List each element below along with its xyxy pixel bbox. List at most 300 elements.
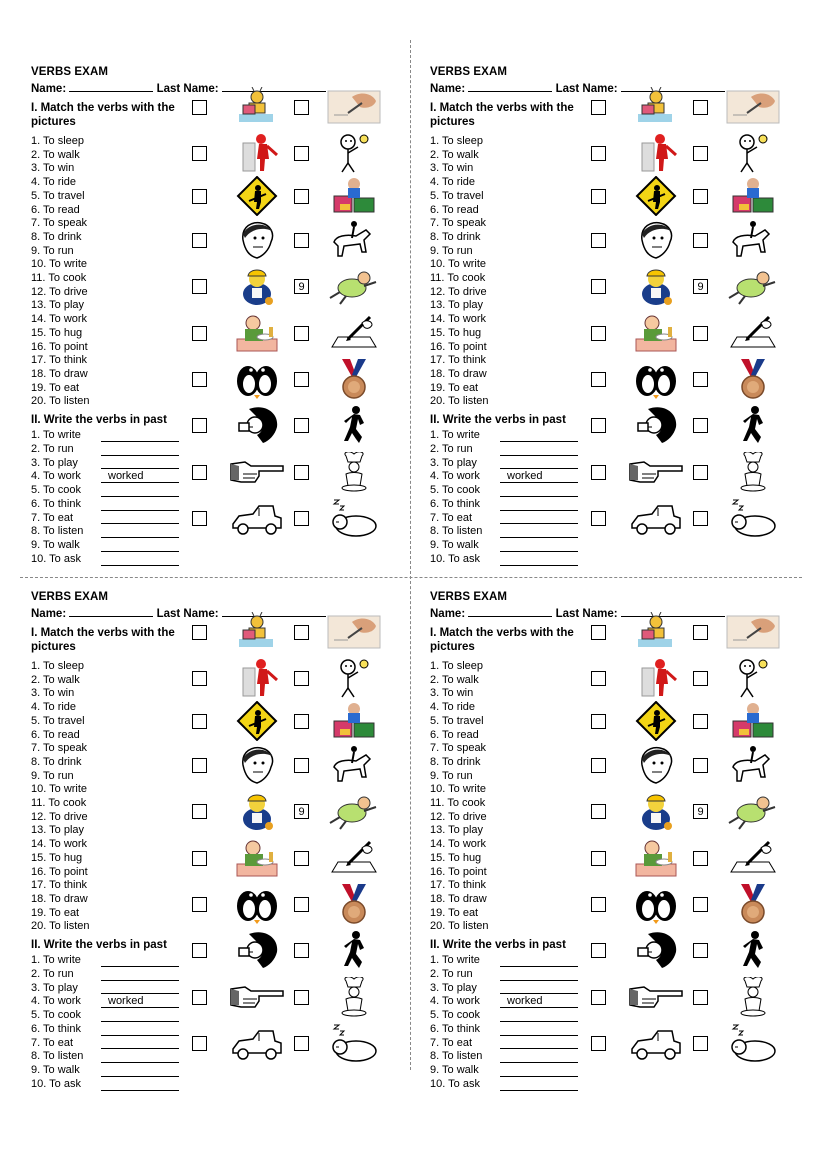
- past-verb-label: 6. To think: [31, 1022, 81, 1035]
- verb-item: 7. To speak: [31, 217, 88, 230]
- section-2-heading: II. Write the verbs in past: [430, 939, 566, 951]
- verb-item: 13. To play: [31, 824, 85, 837]
- cook-sketch-picture: [725, 452, 781, 492]
- answer-blank[interactable]: [500, 537, 578, 538]
- sleeping-cat-picture: [725, 498, 781, 538]
- past-item: [430, 1078, 482, 1092]
- medal-picture: [326, 884, 382, 924]
- verb-list: [430, 660, 489, 934]
- travelers-luggage-picture: [725, 176, 781, 216]
- exam-title: VERBS EXAM: [31, 591, 109, 603]
- answer-box[interactable]: [294, 189, 309, 204]
- past-verb-label: 6. To think: [430, 1022, 480, 1035]
- hugging-penguins-picture: [229, 884, 285, 924]
- verb-item: 4. To ride: [31, 701, 77, 714]
- eating-man-picture: [229, 838, 285, 878]
- verb-item: 6. To read: [31, 728, 80, 741]
- verb-item: 4. To ride: [430, 701, 476, 714]
- section-2-heading: II. Write the verbs in past: [31, 414, 167, 426]
- answer-box[interactable]: [294, 990, 309, 1005]
- answer-box[interactable]: [294, 943, 309, 958]
- answer-box[interactable]: [294, 851, 309, 866]
- answer-box[interactable]: [192, 851, 207, 866]
- verb-item: 17. To think: [430, 879, 487, 892]
- answer-box[interactable]: [294, 372, 309, 387]
- verb-item: 19. To eat: [430, 381, 479, 394]
- verb-item: 17. To think: [31, 354, 88, 367]
- guitar-sign-picture: [229, 701, 285, 741]
- drinking-girl-picture: [628, 405, 684, 445]
- name-label: Name:: [31, 83, 67, 95]
- past-item: [31, 995, 144, 1009]
- answer-box[interactable]: 9: [294, 279, 309, 294]
- past-verb-label: 6. To think: [430, 497, 480, 510]
- drawing-pencil-picture: [725, 313, 781, 353]
- answer-blank[interactable]: [500, 441, 578, 442]
- verb-item: 17. To think: [31, 879, 88, 892]
- speaking-figure-picture: [229, 658, 285, 698]
- answer-blank[interactable]: [101, 537, 179, 538]
- answer-blank[interactable]: [500, 496, 578, 497]
- exam-title: VERBS EXAM: [430, 591, 508, 603]
- answer-box[interactable]: [693, 1036, 708, 1051]
- running-sketch-picture: [725, 266, 781, 306]
- sleeping-cat-picture: [725, 1023, 781, 1063]
- verb-item: 18. To draw: [31, 367, 88, 380]
- past-verb-label: 1. To write: [430, 954, 480, 966]
- verb-item: 19. To eat: [430, 906, 479, 919]
- answer-blank[interactable]: [101, 980, 179, 981]
- verb-item: 3. To win: [430, 687, 474, 700]
- answer-box[interactable]: [591, 897, 606, 912]
- answer-blank[interactable]: [500, 993, 578, 994]
- answer-box[interactable]: [693, 671, 708, 686]
- answer-blank[interactable]: [101, 1076, 179, 1077]
- answer-box[interactable]: [294, 100, 309, 115]
- answer-box[interactable]: [591, 189, 606, 204]
- verb-item: 8. To drink: [31, 230, 82, 243]
- answer-blank[interactable]: [101, 455, 179, 456]
- medal-picture: [725, 359, 781, 399]
- past-item: [31, 498, 83, 512]
- past-item: [430, 553, 482, 567]
- past-item: [430, 1023, 482, 1037]
- past-verb-label: 3. To play: [430, 981, 477, 994]
- answer-box[interactable]: [192, 1036, 207, 1051]
- answer-blank[interactable]: [101, 1021, 179, 1022]
- answer-box[interactable]: [693, 189, 708, 204]
- verb-item: 20. To listen: [430, 920, 489, 933]
- past-verb-label: 5. To cook: [430, 1009, 480, 1021]
- answer-box[interactable]: [192, 233, 207, 248]
- answer-box[interactable]: [192, 897, 207, 912]
- answer-box[interactable]: [294, 714, 309, 729]
- answer-box[interactable]: [192, 372, 207, 387]
- answer-box[interactable]: [294, 146, 309, 161]
- answer-blank[interactable]: [500, 551, 578, 552]
- section-1-heading: I. Match the verbs with the pictures: [31, 102, 175, 128]
- verb-item: 16. To point: [31, 865, 88, 878]
- verb-item: 20. To listen: [31, 920, 90, 933]
- answer-box[interactable]: [591, 233, 606, 248]
- verb-item: 2. To walk: [31, 148, 80, 161]
- answer-box[interactable]: [591, 279, 606, 294]
- answer-box[interactable]: [693, 990, 708, 1005]
- answer-box[interactable]: [591, 714, 606, 729]
- answer-blank[interactable]: [500, 523, 578, 524]
- verb-item: 17. To think: [430, 354, 487, 367]
- answer-blank[interactable]: [101, 523, 179, 524]
- answer-box[interactable]: [192, 943, 207, 958]
- drinking-girl-picture: [628, 930, 684, 970]
- name-label: Name:: [31, 608, 67, 620]
- past-item: [31, 1050, 83, 1064]
- answer-box[interactable]: [192, 990, 207, 1005]
- section-1-heading: I. Match the verbs with the pictures: [430, 102, 574, 128]
- verb-item: 16. To point: [430, 865, 487, 878]
- answer-box[interactable]: [693, 625, 708, 640]
- answer-box[interactable]: [294, 1036, 309, 1051]
- past-verb-label: 2. To run: [430, 967, 473, 980]
- speaking-figure-picture: [628, 658, 684, 698]
- answer-box[interactable]: [294, 758, 309, 773]
- answer-box[interactable]: [294, 511, 309, 526]
- writing-hand-picture: [725, 612, 781, 652]
- past-item: [430, 443, 482, 457]
- past-item: [430, 1009, 482, 1023]
- eating-man-picture: [229, 313, 285, 353]
- cook-sketch-picture: [725, 977, 781, 1017]
- past-item: [430, 429, 482, 443]
- pointing-hand-picture: [628, 977, 684, 1017]
- past-verb-label: 7. To eat: [430, 511, 472, 524]
- exam-copy-3: [21, 591, 411, 1101]
- eating-man-picture: [628, 838, 684, 878]
- past-item: [430, 525, 482, 539]
- answer-box[interactable]: 9: [294, 804, 309, 819]
- driving-car-picture: [229, 498, 285, 538]
- answer-box[interactable]: [192, 671, 207, 686]
- travelers-luggage-picture: [326, 176, 382, 216]
- past-verb-label: 3. To play: [430, 456, 477, 469]
- pointing-hand-picture: [628, 452, 684, 492]
- past-item: [430, 539, 482, 553]
- past-item: [430, 1037, 482, 1051]
- answer-blank[interactable]: [101, 468, 179, 469]
- verb-item: 1. To sleep: [430, 660, 484, 672]
- answer-box[interactable]: [693, 372, 708, 387]
- answer-box[interactable]: [591, 943, 606, 958]
- running-silhouette-picture: [326, 930, 382, 970]
- verb-item: 1. To sleep: [430, 135, 484, 147]
- answer-box[interactable]: [591, 418, 606, 433]
- verb-item: 12. To drive: [31, 810, 88, 823]
- answer-box[interactable]: [192, 511, 207, 526]
- name-blank[interactable]: [468, 80, 552, 92]
- answer-box[interactable]: [591, 372, 606, 387]
- verb-item: 7. To speak: [430, 217, 487, 230]
- medal-picture: [326, 359, 382, 399]
- name-label: Name:: [430, 608, 466, 620]
- answer-box[interactable]: [591, 625, 606, 640]
- past-verb-label: 10. To ask: [430, 1077, 480, 1090]
- drawing-pencil-picture: [725, 838, 781, 878]
- answer-box[interactable]: [192, 714, 207, 729]
- answer-blank[interactable]: [101, 565, 179, 566]
- answer-blank[interactable]: [101, 496, 179, 497]
- name-blank[interactable]: [69, 80, 153, 92]
- name-blank[interactable]: [69, 605, 153, 617]
- past-verb-label: 6. To think: [31, 497, 81, 510]
- past-item: [31, 1037, 83, 1051]
- past-verb-label: 1. To write: [31, 429, 81, 441]
- answer-box[interactable]: [294, 625, 309, 640]
- answer-blank[interactable]: [101, 510, 179, 511]
- answer-box[interactable]: [591, 511, 606, 526]
- cook-sketch-picture: [326, 452, 382, 492]
- verb-item: 12. To drive: [430, 810, 487, 823]
- verb-item: 15. To hug: [430, 326, 482, 339]
- answer-blank[interactable]: [101, 1090, 179, 1091]
- answer-box[interactable]: [192, 625, 207, 640]
- answer-box[interactable]: [192, 146, 207, 161]
- thinking-woman-picture: [229, 220, 285, 260]
- answer-box[interactable]: [591, 851, 606, 866]
- writing-hand-picture: [326, 612, 382, 652]
- exam-copy-2: [420, 66, 810, 576]
- verb-item: 2. To walk: [31, 673, 80, 686]
- answer-blank[interactable]: [500, 468, 578, 469]
- answer-box[interactable]: [294, 233, 309, 248]
- verb-item: 1. To sleep: [31, 135, 85, 147]
- past-item: [430, 1064, 482, 1078]
- answer-blank[interactable]: [101, 551, 179, 552]
- past-item: [31, 457, 83, 471]
- answer-box[interactable]: [693, 418, 708, 433]
- answer-blank[interactable]: [500, 966, 578, 967]
- answer-box[interactable]: [591, 465, 606, 480]
- horse-rider-picture: [326, 220, 382, 260]
- thinking-woman-picture: [628, 745, 684, 785]
- verb-item: 16. To point: [430, 340, 487, 353]
- answer-blank[interactable]: [101, 993, 179, 994]
- reading-bee-picture: [229, 612, 285, 652]
- driving-car-picture: [229, 1023, 285, 1063]
- answer-box[interactable]: [591, 100, 606, 115]
- answer-box[interactable]: [591, 1036, 606, 1051]
- name-blank[interactable]: [468, 605, 552, 617]
- verb-item: 15. To hug: [31, 851, 83, 864]
- answer-box[interactable]: [192, 279, 207, 294]
- answer-box[interactable]: 9: [693, 279, 708, 294]
- past-item: [430, 954, 482, 968]
- verb-item: 10. To write: [31, 258, 88, 271]
- answer-box[interactable]: [693, 897, 708, 912]
- drawing-pencil-picture: [326, 313, 382, 353]
- past-list: [31, 954, 144, 1092]
- verb-item: 2. To walk: [430, 673, 479, 686]
- verb-item: 3. To win: [31, 687, 75, 700]
- past-item: [31, 539, 83, 553]
- answer-box[interactable]: [294, 671, 309, 686]
- reading-bee-picture: [628, 612, 684, 652]
- answer-box[interactable]: [294, 418, 309, 433]
- horse-rider-picture: [725, 745, 781, 785]
- answer-box[interactable]: [693, 465, 708, 480]
- past-verb-label: 10. To ask: [31, 552, 81, 565]
- idea-stick-figure-picture: [326, 133, 382, 173]
- past-verb-label: 10. To ask: [430, 552, 480, 565]
- past-item: [31, 525, 83, 539]
- past-item: [31, 1023, 83, 1037]
- answer-blank[interactable]: [101, 1062, 179, 1063]
- past-item: [430, 968, 482, 982]
- answer-box[interactable]: [591, 990, 606, 1005]
- answer-blank[interactable]: [500, 1076, 578, 1077]
- verb-item: 14. To work: [430, 313, 487, 326]
- verb-item: 9. To run: [31, 244, 74, 257]
- verb-item: 9. To run: [430, 244, 473, 257]
- pointing-hand-picture: [229, 977, 285, 1017]
- answer-blank[interactable]: [500, 1090, 578, 1091]
- answer-blank[interactable]: [500, 1035, 578, 1036]
- answer-blank[interactable]: [500, 980, 578, 981]
- exam-copy-1: [21, 66, 411, 576]
- answer-box[interactable]: [693, 851, 708, 866]
- answer-box[interactable]: [591, 758, 606, 773]
- verb-item: 4. To ride: [31, 176, 77, 189]
- answer-box[interactable]: [591, 326, 606, 341]
- pointing-hand-picture: [229, 452, 285, 492]
- playing-worker-picture: [628, 791, 684, 831]
- past-item: [430, 1050, 482, 1064]
- answer-box[interactable]: [294, 897, 309, 912]
- section-2-heading: II. Write the verbs in past: [31, 939, 167, 951]
- past-item: [430, 512, 482, 526]
- verb-item: 8. To drink: [430, 230, 481, 243]
- example-answer: worked: [507, 470, 543, 483]
- verb-item: 2. To walk: [430, 148, 479, 161]
- past-verb-label: 3. To play: [31, 981, 78, 994]
- verb-item: 10. To write: [430, 783, 487, 796]
- past-item: [31, 1009, 83, 1023]
- answer-box[interactable]: [591, 146, 606, 161]
- answer-blank[interactable]: [500, 565, 578, 566]
- verb-item: 10. To write: [31, 783, 88, 796]
- answer-box[interactable]: [294, 465, 309, 480]
- writing-hand-picture: [725, 87, 781, 127]
- verb-item: 13. To play: [31, 299, 85, 312]
- writing-hand-picture: [326, 87, 382, 127]
- past-verb-label: 7. To eat: [31, 511, 73, 524]
- answer-blank[interactable]: [500, 1021, 578, 1022]
- verb-item: 11. To cook: [31, 272, 87, 285]
- cook-sketch-picture: [326, 977, 382, 1017]
- answer-blank[interactable]: [101, 966, 179, 967]
- running-silhouette-picture: [725, 405, 781, 445]
- verb-item: 19. To eat: [31, 906, 80, 919]
- past-verb-label: 10. To ask: [31, 1077, 81, 1090]
- past-verb-label: 2. To run: [430, 442, 473, 455]
- past-verb-label: 8. To listen: [31, 525, 84, 538]
- sleeping-cat-picture: [326, 498, 382, 538]
- answer-blank[interactable]: [101, 441, 179, 442]
- past-verb-label: 9. To walk: [31, 1064, 80, 1076]
- past-verb-label: 4. To work: [430, 995, 480, 1008]
- answer-box[interactable]: [192, 100, 207, 115]
- answer-box[interactable]: [192, 418, 207, 433]
- verb-item: 18. To draw: [430, 892, 487, 905]
- playing-worker-picture: [229, 791, 285, 831]
- past-item: [430, 457, 482, 471]
- answer-box[interactable]: [693, 146, 708, 161]
- verb-item: 4. To ride: [430, 176, 476, 189]
- verb-item: 20. To listen: [31, 395, 90, 408]
- past-item: [31, 982, 83, 996]
- answer-box[interactable]: 9: [693, 804, 708, 819]
- answer-box[interactable]: [693, 511, 708, 526]
- reading-bee-picture: [229, 87, 285, 127]
- idea-stick-figure-picture: [725, 133, 781, 173]
- answer-box[interactable]: [192, 189, 207, 204]
- answer-box[interactable]: [192, 465, 207, 480]
- answer-box[interactable]: [591, 804, 606, 819]
- running-sketch-picture: [326, 791, 382, 831]
- example-answer: worked: [507, 995, 543, 1008]
- answer-box[interactable]: [693, 714, 708, 729]
- driving-car-picture: [628, 1023, 684, 1063]
- answer-box[interactable]: [693, 943, 708, 958]
- answer-blank[interactable]: [500, 1062, 578, 1063]
- last-name-label: Last Name:: [555, 83, 618, 95]
- answer-box[interactable]: [294, 326, 309, 341]
- verb-item: 16. To point: [31, 340, 88, 353]
- exam-title: VERBS EXAM: [430, 66, 508, 78]
- answer-blank[interactable]: [101, 1048, 179, 1049]
- past-verb-label: 7. To eat: [31, 1036, 73, 1049]
- verb-item: 13. To play: [430, 299, 484, 312]
- hugging-penguins-picture: [628, 884, 684, 924]
- past-item: [430, 995, 543, 1009]
- answer-box[interactable]: [693, 326, 708, 341]
- answer-box[interactable]: [693, 233, 708, 248]
- answer-blank[interactable]: [101, 1035, 179, 1036]
- past-verb-label: 9. To walk: [31, 539, 80, 551]
- answer-box[interactable]: [591, 671, 606, 686]
- answer-box[interactable]: [693, 100, 708, 115]
- answer-box[interactable]: [192, 326, 207, 341]
- guitar-sign-picture: [229, 176, 285, 216]
- past-verb-label: 5. To cook: [430, 484, 480, 496]
- past-item: [31, 1064, 83, 1078]
- answer-box[interactable]: [693, 758, 708, 773]
- verb-item: 19. To eat: [31, 381, 80, 394]
- running-sketch-picture: [725, 791, 781, 831]
- verb-item: 20. To listen: [430, 395, 489, 408]
- answer-blank[interactable]: [500, 455, 578, 456]
- verb-list: [31, 135, 90, 409]
- answer-box[interactable]: [192, 804, 207, 819]
- answer-blank[interactable]: [500, 1048, 578, 1049]
- answer-blank[interactable]: [500, 510, 578, 511]
- verb-item: 11. To cook: [430, 797, 486, 810]
- thinking-woman-picture: [628, 220, 684, 260]
- past-verb-label: 4. To work: [31, 995, 81, 1008]
- answer-box[interactable]: [192, 758, 207, 773]
- past-item: [430, 470, 543, 484]
- verb-item: 8. To drink: [430, 755, 481, 768]
- running-silhouette-picture: [725, 930, 781, 970]
